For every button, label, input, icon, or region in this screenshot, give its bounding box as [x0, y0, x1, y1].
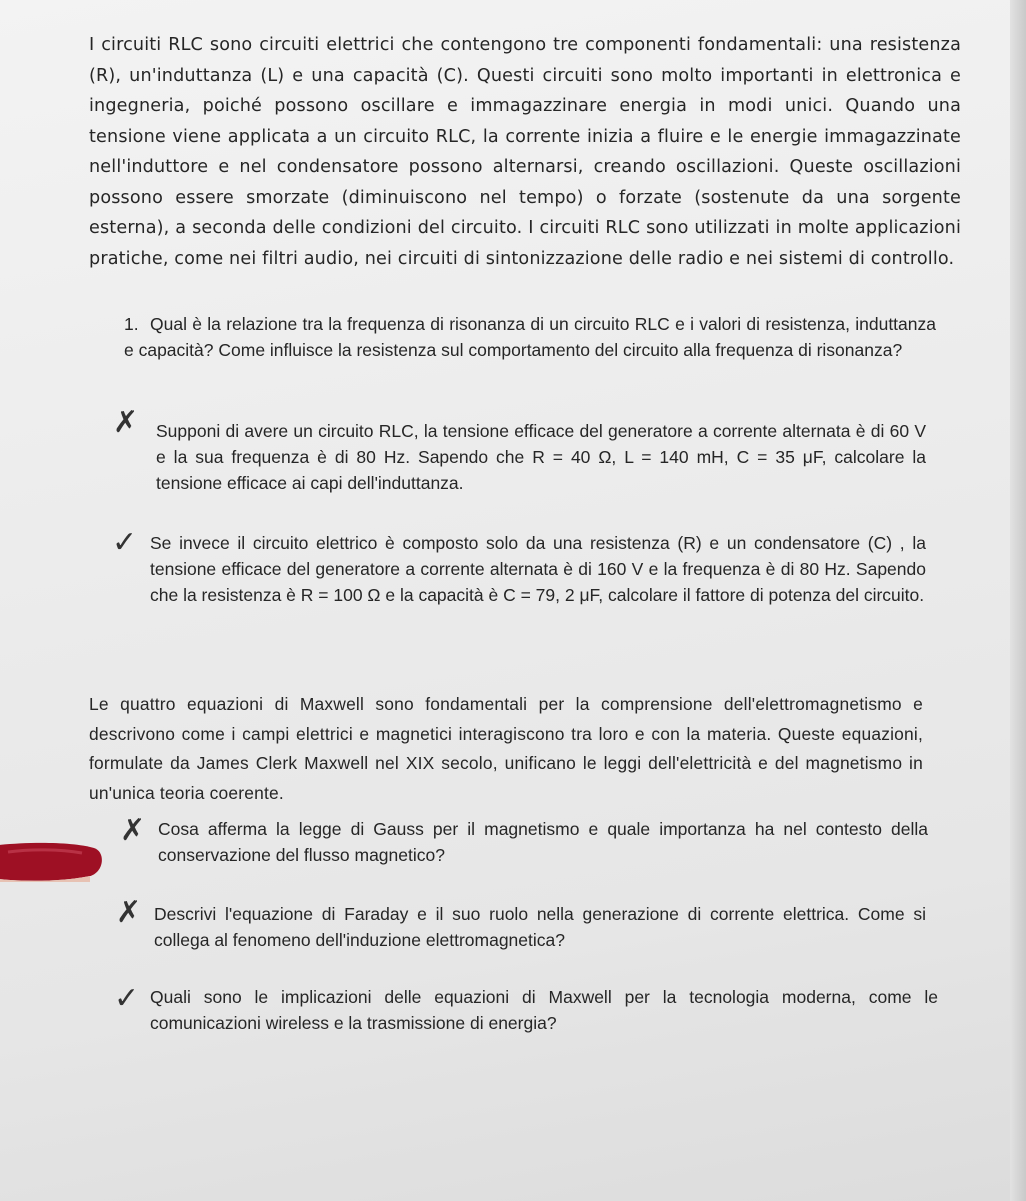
fingernail [0, 842, 106, 882]
handwritten-check-mark: ✓ [114, 981, 140, 1016]
question-text: Descrivi l'equazione di Faraday e il suo ruolo nella generazione di corrente elettrica. Come si collega al fenomeno dell'induzione elettromagnetica? [154, 904, 926, 950]
intro-rlc-paragraph: I circuiti RLC sono circuiti elettrici che contengono tre componenti fondamentali: una resistenza (R), un'induttanza (L) e una capacità (C). Questi circuiti sono molto importanti in elettronica e ingegneria, poiché possono oscillare e immagazzinare energia in modi unici. Quando una tensione viene applicata a un circuito RLC, la corrente inizia a fluire e le energie immagazzinate nell'induttore e nel condensatore possono alternarsi, creando oscillazioni. Queste oscillazioni possono essere smorzate (diminuiscono nel tempo) o forzate (sostenute da una sorgente esterna), a seconda delle condizioni del circuito. I circuiti RLC sono utilizzati in molte applicazioni pratiche, come nei filtri audio, nei circuiti di sintonizzazione delle radio e nei sistemi di controllo. [89, 35, 961, 269]
question-number: 1. [124, 314, 139, 334]
question-text: Supponi di avere un circuito RLC, la tensione efficace del generatore a corrente alternata è di 60 V e la sua frequenza è di 80 Hz. Sapendo che R = 40 Ω, L = 140 mH, C = 35 μF, calcolare la tensione efficace ai capi dell'induttanza. [156, 421, 926, 493]
question-text: Qual è la relazione tra la frequenza di risonanza di un circuito RLC e i valori di resistenza, induttanza e capacità? Come influisce la resistenza sul comportamento del circuito alla frequenza di risonanza? [124, 314, 936, 360]
intro-maxwell-paragraph: Le quattro equazioni di Maxwell sono fondamentali per la comprensione dell'elettromagnetismo e descrivono come i campi elettrici e magnetici interagiscono tra loro e con la materia. Queste equazioni, formulate da James Clerk Maxwell nel XIX secolo, unificano le leggi dell'elettricità e del magnetismo in un'unica teoria coerente. [89, 694, 923, 803]
question-text: Quali sono le implicazioni delle equazioni di Maxwell per la tecnologia moderna, come le comunicazioni wireless e la trasmissione di energia? [150, 987, 938, 1033]
question-text: Se invece il circuito elettrico è composto solo da una resistenza (R) e un condensatore (C) , la tensione efficace del generatore a corrente alternata è di 160 V e la frequenza è di 80 Hz. Sapendo che la resistenza è R = 100 Ω e la capacità è C = 79, 2 μF, calcolare il fattore di potenza del circuito. [150, 533, 926, 605]
handwritten-check-mark: ✓ [112, 525, 138, 560]
handwritten-check-mark: ✗ [120, 813, 146, 848]
question-text: Cosa afferma la legge di Gauss per il magnetismo e quale importanza ha nel contesto della conservazione del flusso magnetico? [158, 819, 928, 865]
paper-edge [1010, 0, 1026, 1201]
handwritten-check-mark: ✗ [116, 895, 142, 930]
handwritten-check-mark: ✗ [113, 405, 139, 440]
